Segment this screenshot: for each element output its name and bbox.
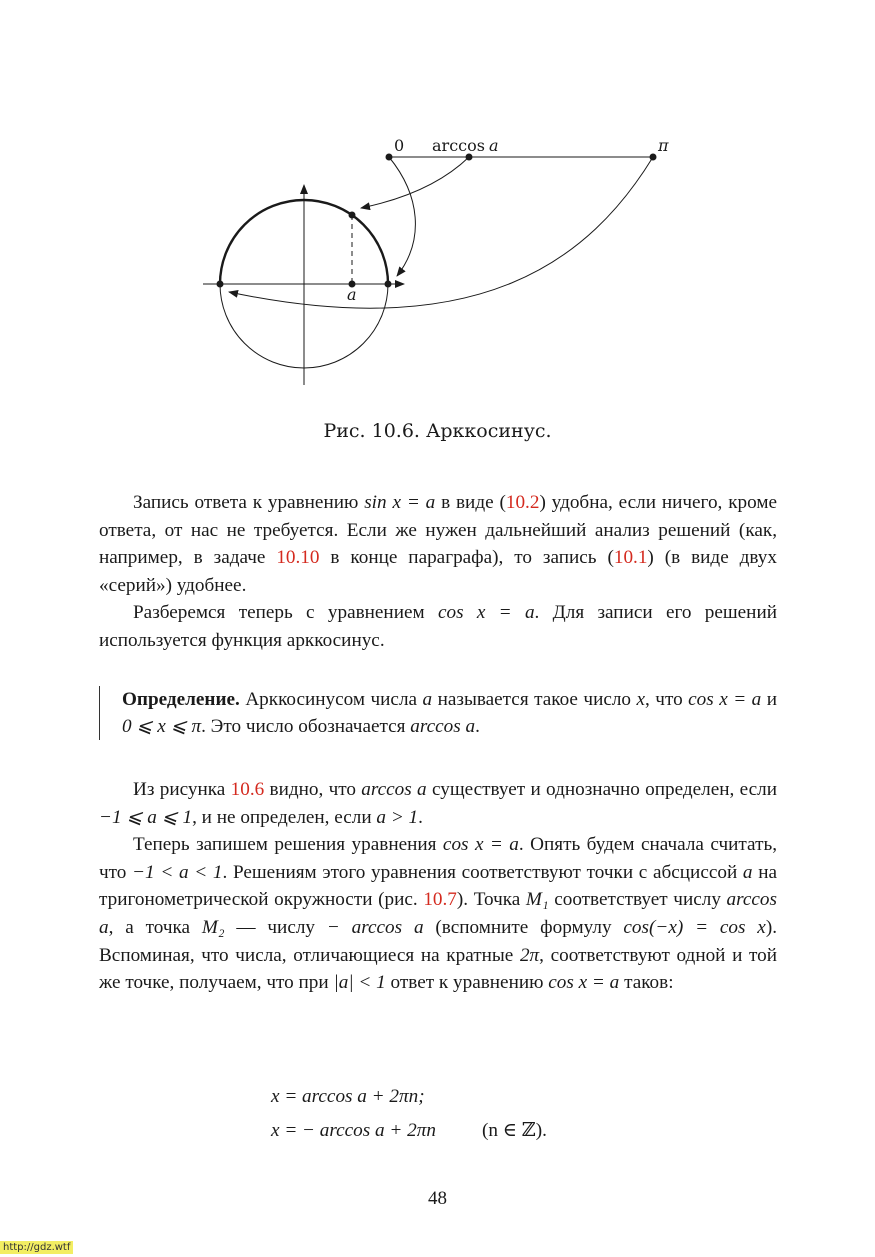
ref-link[interactable]: 10.10 (276, 547, 320, 569)
arccos-figure (0, 0, 875, 400)
paragraph-2: Разберемся теперь с уравнением cos x = a. Для записи его решений используется функция арккосинус. (99, 602, 777, 651)
ref-link[interactable]: 10.2 (505, 492, 540, 513)
definition-block: Определение. Арккосинусом числа a называется такое число x, что cos x = a и 0 ⩽ x ⩽ π. Это число обозначается arccos a. (99, 686, 777, 740)
figure-caption: Рис. 10.6. Арккосинус. (323, 420, 552, 442)
formula-line-1: x = arccos a + 2πn; (271, 1086, 425, 1107)
formula-condition: (n ∈ ℤ). (481, 1120, 547, 1141)
arrow-zero-to-one (389, 157, 415, 276)
label-arccos: arccos a (432, 136, 499, 155)
label-a: a (347, 285, 357, 304)
ref-link[interactable]: 10.6 (230, 779, 265, 800)
text-block-1 (99, 489, 777, 655)
arrow-arccos-to-circle (361, 157, 469, 208)
paragraph-4: Теперь запишем решения уравнения cos x = a. Опять будем сначала считать, что −1 < a < 1. Решениям этого уравнения соответствуют точки с абсциссой a на тригонометрической окружности (рис. 10.7). Точка M₁ соответствует числу arccos a, а точка M₂ — числу − arccos a (вспомните формулу cos(−x) = cos x). Вспоминая, что числа, отличающиеся на кратные 2π, соответствуют одной и той же точке, получаем, что при |a| < 1 ответ к уравнению cos x = a таков: (99, 834, 777, 994)
arrow-pi-to-minus-one (229, 157, 653, 308)
ref-link[interactable]: 10.7 (423, 889, 457, 911)
paragraph-1: Запись ответа к уравнению sin x = a в виде (10.2) удобна, если ничего, кроме ответа, от нас не требуется. Если же нужен дальнейший анализ решений (как, например, в задаче 10.10 в конце параграфа), то запись (10.1) (в виде двух «серий») удобнее. (99, 492, 777, 596)
page-number: 48 (428, 1188, 447, 1209)
ref-link[interactable]: 10.1 (613, 547, 648, 569)
text-block-2 (99, 776, 777, 997)
watermark-link[interactable]: http://gdz.wtf (0, 1241, 73, 1254)
formula-line-2: x = − arccos a + 2πn (n ∈ ℤ). (271, 1116, 547, 1146)
paragraph-3: Из рисунка 10.6 видно, что arccos a существует и однозначно определен, если −1 ⩽ a ⩽ 1, и не определен, если a > 1. (99, 779, 777, 828)
label-pi: π (658, 136, 669, 155)
label-zero: 0 (394, 136, 405, 155)
point-zero (386, 154, 393, 161)
point-one (385, 281, 392, 288)
point-pi (650, 154, 657, 161)
definition-heading: Определение. (122, 689, 240, 710)
point-on-circle (349, 212, 356, 219)
point-minus-one (217, 281, 224, 288)
